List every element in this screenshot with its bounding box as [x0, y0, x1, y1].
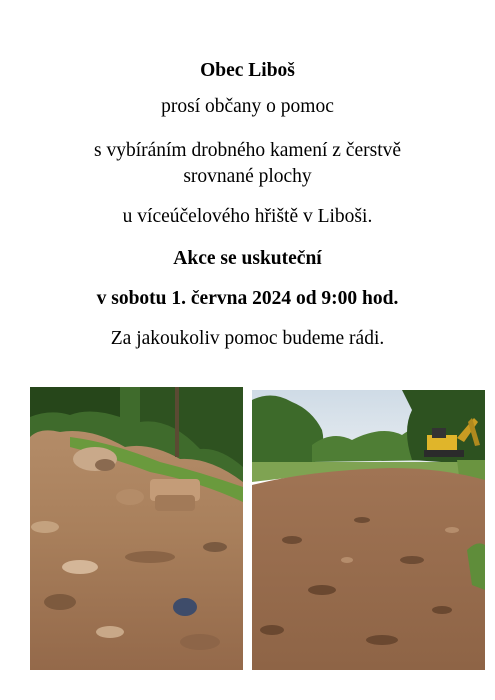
event-date: v sobotu 1. června 2024 od 9:00 hod. — [96, 288, 399, 309]
thanks-line: Za jakoukoliv pomoc budeme rádi. — [110, 328, 385, 349]
photo-rocky-soil — [30, 387, 243, 670]
location-line: u víceúčelového hřiště v Liboši. — [122, 206, 373, 227]
event-heading: Akce se uskuteční — [173, 248, 322, 269]
task-line-1: s vybíráním drobného kamení z čerstvě — [93, 140, 402, 161]
request-line: prosí občany o pomoc — [161, 96, 334, 117]
photo-excavator-field — [252, 390, 485, 670]
task-line-2: srovnané plochy — [183, 166, 312, 187]
municipality-title: Obec Liboš — [200, 60, 295, 81]
